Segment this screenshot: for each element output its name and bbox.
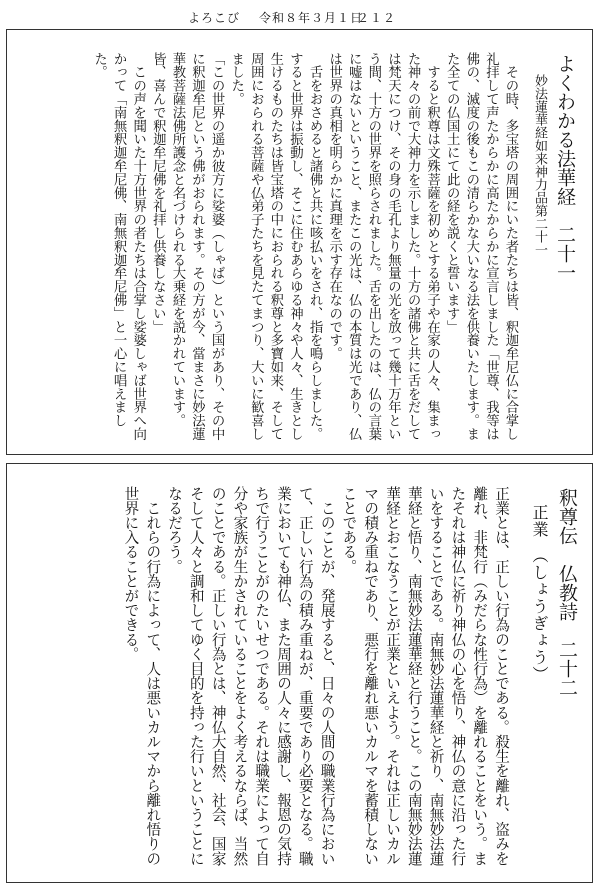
- article-body: [89, 52, 520, 444]
- article-heading: [526, 486, 582, 876]
- paragraph: この声を聞いた十方世界の者たちは合掌し娑婆しゃば世界へ向かって「南無釈迦牟尼佛、南無釈迦牟尼佛」と一心に唱えました。: [91, 52, 146, 441]
- paragraph: 舌をおさめると諸佛と共に咳払いをされ、指を鳴らしました。すると世界は振動し、そこに住むあらゆる神々や人々、生きとし生けるものたちは皆宝塔の中におられる釈尊と多寶如来、そして周囲におられる菩薩や仏弟子たちを見たてまつり、大いに歓喜しました。: [228, 52, 323, 441]
- paragraph: このことが、発展すると、日々の人間の職業行為において、正しい行為の積み重ねが、重要であり必要となる。職業においても神仏、また周囲の人々に感謝し、報恩の気持ちで行うことがのたいせつである。それは職業によって自分や家族が生かされていることをよく考えるならば、当然のことである。正しい行為とは、神仏大自然、社会、国家そして人々と調和してゆく目的を持った行いということになるだろう。: [166, 486, 336, 866]
- article-subtitle: 妙法蓮華経如来神力品第二十一: [532, 74, 547, 256]
- article-buddha-poem: [6, 463, 593, 883]
- article-title: 釈尊伝 仏教詩 二十二: [556, 488, 578, 697]
- article-lotus-sutra: [6, 29, 593, 455]
- paragraph: すると釈尊は文殊菩薩を初めとする弟子や在家の人々、集まった神々の前で大神力を示しました。十方の諸佛と共に舌をだしては梵天につけ、その身の毛孔より無量の光を放って幾十万年という間、十方の世界を照らされました。舌を出したのは、仏の言葉に嘘はないということ、またこの光は、仏の本質は光であり、仏は世界の真相を明らかに真理を示す存在なのです。: [326, 52, 440, 441]
- publication-name: よろこび: [188, 11, 241, 25]
- article-title: よくわかる法華経 二十一: [554, 54, 576, 282]
- paragraph: 正業とは、正しい行為のことである。殺生を離れ、盗みを離れ、非梵行（みだらな性行為）を離れることをいう。またそれは神仏に祈り神仏の心を悟り、神仏の意に沿った行いをすることである。南無妙法蓮華経と祈り、南無妙法蓮華経と悟り、南無妙法蓮華経と行うこと。この南無妙法蓮華経とおこなうことが正業といえよう。それは正しいカルマの積み重ねであり、悪行を離れ悪いカルマを蓄積しないことである。: [340, 486, 510, 866]
- article-heading: [528, 52, 580, 442]
- article-subtitle: 正業 （しょうぎょう）: [530, 504, 549, 683]
- paragraph: これらの行為によって、人は悪いカルマから離れ悟りの世界に入ることができる。: [122, 486, 162, 866]
- paragraph: 「この世界の遥か彼方に娑婆（しゃば）という国があり、その中に釈迦牟尼という佛がおられます。その方が今、當まさに妙法蓮華教菩薩法佛所護念と名づけられる大乗経を説かれています。皆、喜んで釈迦牟尼佛を礼拝し供養しなさい」: [150, 52, 225, 441]
- paragraph: その時、多宝塔の周囲にいた者たちは皆、釈迦牟尼仏に合掌し礼拝して声たからかに高たからかに宣言しました「世尊、我等は佛の、滅度の後もこの清らかな大いなる法を供養いたします。また全ての仏国土にて此の経を説くと誓います」: [444, 52, 518, 441]
- issue-date: 令和８年３月１日: [259, 11, 364, 25]
- page-header: [0, 6, 600, 28]
- issue-number: ２１２: [357, 11, 397, 25]
- article-body: [120, 486, 512, 874]
